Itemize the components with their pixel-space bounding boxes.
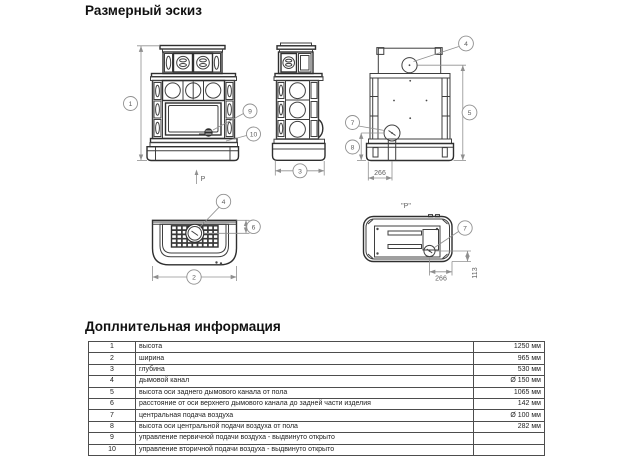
svg-text:4: 4 <box>221 199 226 206</box>
svg-text:7: 7 <box>350 120 355 127</box>
row-value: 530 мм <box>474 364 545 375</box>
direction-arrow <box>195 170 206 185</box>
rear-view <box>367 48 454 161</box>
dimension-air-height <box>346 133 384 160</box>
row-number: 1 <box>89 342 136 353</box>
row-description: ширина <box>136 353 474 364</box>
table-row <box>89 387 545 398</box>
row-value: 142 мм <box>474 398 545 409</box>
row-number: 8 <box>89 421 136 432</box>
dimension-width <box>153 266 237 284</box>
callout-5 <box>462 105 477 120</box>
dim-bottom-266-label: 266 <box>435 275 447 283</box>
row-number: 5 <box>89 387 136 398</box>
dimension-depth <box>275 161 324 178</box>
row-value: 1065 мм <box>474 387 545 398</box>
info-title: Доплнительная информация <box>85 319 281 334</box>
svg-text:6: 6 <box>251 224 256 232</box>
top-grille <box>172 224 219 247</box>
row-value: 965 мм <box>474 353 545 364</box>
rosette-tile <box>194 54 213 73</box>
row-number: 3 <box>89 364 136 375</box>
row-value: Ø 150 мм <box>474 376 545 387</box>
row-description: глубина <box>136 364 474 375</box>
table-row <box>89 353 545 364</box>
callout-2 <box>187 270 201 284</box>
row-description: центральная подача воздуха <box>136 410 474 421</box>
svg-text:7: 7 <box>463 225 467 233</box>
table-row <box>89 376 545 387</box>
table-row <box>89 433 545 444</box>
front-view <box>147 46 239 161</box>
rosette-tile <box>281 54 297 73</box>
info-table <box>88 341 545 456</box>
callout-4b <box>200 194 231 227</box>
row-number: 7 <box>89 410 136 421</box>
svg-text:4: 4 <box>464 41 468 48</box>
row-number: 9 <box>89 433 136 444</box>
callout-6 <box>247 220 261 234</box>
callout-4 <box>414 36 474 61</box>
stove-door <box>166 103 222 137</box>
row-value: Ø 100 мм <box>474 410 545 421</box>
dim-rear-266-label: 266 <box>374 170 386 177</box>
dim-bottom-113-label: 113 <box>472 267 479 279</box>
svg-text:10: 10 <box>249 131 258 139</box>
svg-text:3: 3 <box>298 168 302 176</box>
door-handle <box>204 128 212 136</box>
air-inlet-bottom-circle <box>424 245 435 256</box>
table-row <box>89 444 545 455</box>
row-description: дымовой канал <box>136 376 474 387</box>
side-view <box>273 43 326 160</box>
svg-text:9: 9 <box>248 108 252 116</box>
row-description: управление вторичной подачи воздуха - выдвинуто открыто <box>136 444 474 455</box>
rosette-tile <box>174 54 193 73</box>
row-value <box>474 433 545 444</box>
svg-text:2: 2 <box>192 274 196 282</box>
view-p-label: "P" <box>401 203 411 210</box>
row-number: 2 <box>89 353 136 364</box>
row-description: управление первичной подачи воздуха - выдвинуто открыто <box>136 433 474 444</box>
table-row <box>89 398 545 409</box>
row-value: 282 мм <box>474 421 545 432</box>
svg-text:5: 5 <box>467 110 472 117</box>
dimension-height <box>124 46 161 161</box>
svg-text:1: 1 <box>128 101 133 108</box>
callout-3 <box>293 164 307 178</box>
row-description: расстояние от оси верхнего дымового канала до задней части изделия <box>136 398 474 409</box>
dimension-bottom-113 <box>436 251 480 279</box>
callout-8 <box>346 140 360 154</box>
row-number: 4 <box>89 376 136 387</box>
row-description: высота оси центральной подачи воздуха от пола <box>136 421 474 432</box>
row-number: 10 <box>89 444 136 455</box>
row-number: 6 <box>89 398 136 409</box>
top-view <box>153 220 237 264</box>
row-description: высота <box>136 342 474 353</box>
bottom-view-p <box>364 215 453 262</box>
svg-text:8: 8 <box>350 144 355 152</box>
dimension-rear-266 <box>368 162 392 181</box>
row-value <box>474 444 545 455</box>
page-title: Размерный эскиз <box>85 3 202 18</box>
row-value: 1250 мм <box>474 342 545 353</box>
callout-1 <box>124 97 138 111</box>
callout-7 <box>346 116 385 131</box>
table-row <box>89 421 545 432</box>
table-row <box>89 364 545 375</box>
direction-arrow-label: P <box>200 176 206 183</box>
table-row <box>89 410 545 421</box>
row-description: высота оси заднего дымового канала от пола <box>136 387 474 398</box>
table-row <box>89 342 545 353</box>
air-inlet-circle <box>384 125 400 160</box>
